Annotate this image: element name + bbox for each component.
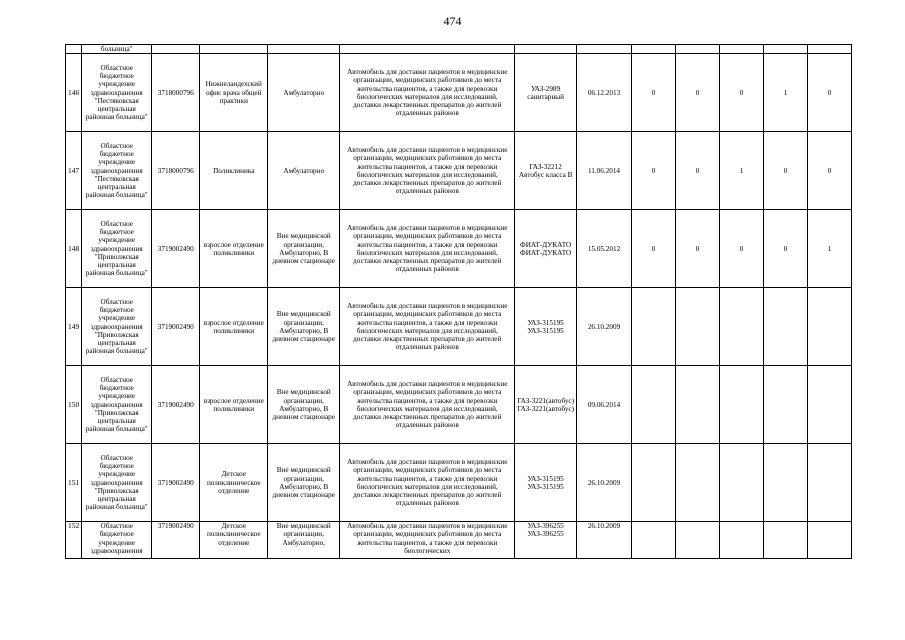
- cell-vehicle: [515, 45, 577, 54]
- cell-purpose: Автомобиль для доставки пациентов в медицинские организации, медицинских работников до места жительства пациентов, а также для перевозки биологических материалов для исследований, доставки лекарственных препаратов до жителей отдаленных районов: [340, 366, 515, 444]
- cell-purpose: Автомобиль для доставки пациентов в медицинские организации, медицинских работников до места жительства пациентов, а также для перевозки биологических: [340, 522, 515, 559]
- cell-unit: взрослое отделение поликлиники: [200, 210, 268, 288]
- cell-count: [720, 288, 764, 366]
- cell-code: 3718000796: [152, 54, 200, 132]
- cell-conditions: [268, 45, 340, 54]
- cell-num: 148: [66, 210, 82, 288]
- cell-code: 3719002490: [152, 210, 200, 288]
- cell-conditions: Вне медицинской организации, Амбулаторно, В дневном стационаре: [268, 444, 340, 522]
- cell-unit: взрослое отделение поликлиники: [200, 366, 268, 444]
- table-row: [66, 366, 852, 444]
- cell-vehicle: УАЗ-396255 УАЗ-396255: [515, 522, 577, 559]
- cell-unit: взрослое отделение поликлиники: [200, 288, 268, 366]
- cell-unit: Нижнеландехский офис врача общей практики: [200, 54, 268, 132]
- cell-count: [676, 45, 720, 54]
- cell-count: [676, 444, 720, 522]
- cell-purpose: Автомобиль для доставки пациентов в медицинские организации, медицинских работников до места жительства пациентов, а также для перевозки биологических материалов для исследований, доставки лекарственных препаратов до жителей отдаленных районов: [340, 132, 515, 210]
- cell-unit: Детское поликлиническое отделение: [200, 522, 268, 559]
- cell-conditions: Вне медицинской организации, Амбулаторно, В дневном стационаре: [268, 210, 340, 288]
- cell-code: 3719002490: [152, 522, 200, 559]
- cell-vehicle: УАЗ-2989 санитарный: [515, 54, 577, 132]
- cell-count: 0: [632, 210, 676, 288]
- cell-count: [764, 45, 808, 54]
- cell-purpose: Автомобиль для доставки пациентов в медицинские организации, медицинских работников до места жительства пациентов, а также для перевозки биологических материалов для исследований, доставки лекарственных препаратов до жителей отдаленных районов: [340, 210, 515, 288]
- cell-conditions: Вне медицинской организации, Амбулаторно,: [268, 522, 340, 559]
- cell-count: [764, 522, 808, 559]
- cell-count: [676, 522, 720, 559]
- cell-count: [632, 288, 676, 366]
- vehicles-table: [65, 44, 852, 559]
- cell-date: 06.12.2013: [577, 54, 632, 132]
- cell-date: [577, 45, 632, 54]
- cell-conditions: Амбулаторно: [268, 132, 340, 210]
- cell-num: 152: [66, 522, 82, 559]
- cell-date: 11.06.2014: [577, 132, 632, 210]
- cell-unit: [200, 45, 268, 54]
- cell-organization: Областное бюджетное учреждение здравоохранения "Приволжская центральная районная больница": [82, 366, 152, 444]
- cell-date: 15.05.2012: [577, 210, 632, 288]
- cell-count: [720, 366, 764, 444]
- cell-organization: Областное бюджетное учреждение здравоохранения "Приволжская центральная районная больница": [82, 288, 152, 366]
- cell-count: [632, 444, 676, 522]
- cell-count: [808, 522, 852, 559]
- cell-organization: Областное бюджетное учреждение здравоохранения "Приволжская центральная районная больница": [82, 444, 152, 522]
- cell-count: 0: [676, 132, 720, 210]
- cell-date: 09.06.2014: [577, 366, 632, 444]
- cell-count: [632, 522, 676, 559]
- table-row: [66, 54, 852, 132]
- cell-code: 3718000796: [152, 132, 200, 210]
- table-row: [66, 444, 852, 522]
- cell-count: 1: [720, 132, 764, 210]
- cell-count: [676, 288, 720, 366]
- cell-count: [808, 366, 852, 444]
- cell-count: 0: [676, 54, 720, 132]
- cell-count: [808, 444, 852, 522]
- cell-vehicle: УАЗ-315195 УАЗ-315195: [515, 444, 577, 522]
- cell-organization: Областное бюджетное учреждение здравоохранения "Пестяковская центральная районная больница": [82, 54, 152, 132]
- cell-count: [720, 444, 764, 522]
- cell-count: [808, 288, 852, 366]
- cell-unit: Детское поликлиническое отделение: [200, 444, 268, 522]
- cell-conditions: Амбулаторно: [268, 54, 340, 132]
- cell-count: 0: [632, 132, 676, 210]
- cell-count: [764, 366, 808, 444]
- cell-count: [720, 522, 764, 559]
- cell-num: [66, 45, 82, 54]
- cell-conditions: Вне медицинской организации, Амбулаторно, В дневном стационаре: [268, 366, 340, 444]
- cell-purpose: Автомобиль для доставки пациентов в медицинские организации, медицинских работников до места жительства пациентов, а также для перевозки биологических материалов для исследований, доставки лекарственных препаратов до жителей отдаленных районов: [340, 288, 515, 366]
- cell-count: 0: [720, 210, 764, 288]
- cell-organization: больница": [82, 45, 152, 54]
- cell-conditions: Вне медицинской организации, Амбулаторно, В дневном стационаре: [268, 288, 340, 366]
- cell-unit: Поликлиника: [200, 132, 268, 210]
- cell-code: 3719002490: [152, 444, 200, 522]
- page-number: 474: [443, 14, 462, 28]
- cell-num: 151: [66, 444, 82, 522]
- cell-date: 26.10.2009: [577, 444, 632, 522]
- cell-count: 1: [764, 54, 808, 132]
- cell-num: 150: [66, 366, 82, 444]
- cell-count: 0: [764, 132, 808, 210]
- cell-count: 0: [720, 54, 764, 132]
- cell-code: [152, 45, 200, 54]
- cell-count: [764, 288, 808, 366]
- cell-count: [632, 45, 676, 54]
- cell-organization: Областное бюджетное учреждение здравоохранения "Пестяковская центральная районная больница": [82, 132, 152, 210]
- cell-num: 146: [66, 54, 82, 132]
- cell-organization: Областное бюджетное учреждение здравоохранения: [82, 522, 152, 559]
- cell-date: 26.10.2009: [577, 288, 632, 366]
- cell-count: 0: [676, 210, 720, 288]
- cell-count: 0: [764, 210, 808, 288]
- cell-count: 0: [808, 132, 852, 210]
- cell-count: [676, 366, 720, 444]
- cell-purpose: Автомобиль для доставки пациентов в медицинские организации, медицинских работников до места жительства пациентов, а также для перевозки биологических материалов для исследований, доставки лекарственных препаратов до жителей отдаленных районов: [340, 444, 515, 522]
- cell-vehicle: УАЗ-315195 УАЗ-315195: [515, 288, 577, 366]
- table-row: [66, 132, 852, 210]
- cell-num: 147: [66, 132, 82, 210]
- cell-code: 3719002490: [152, 288, 200, 366]
- cell-date: 26.10.2009: [577, 522, 632, 559]
- table-row-partial: [66, 45, 852, 54]
- cell-organization: Областное бюджетное учреждение здравоохранения "Приволжская центральная районная больница": [82, 210, 152, 288]
- cell-count: [808, 45, 852, 54]
- cell-num: 149: [66, 288, 82, 366]
- cell-code: 3719002490: [152, 366, 200, 444]
- table-row: [66, 210, 852, 288]
- cell-count: 1: [808, 210, 852, 288]
- cell-vehicle: ГАЗ-32212 Автобус класса В: [515, 132, 577, 210]
- table-row: [66, 288, 852, 366]
- cell-count: [720, 45, 764, 54]
- cell-vehicle: ФИАТ-ДУКАТО ФИАТ-ДУКАТО: [515, 210, 577, 288]
- table-row: [66, 522, 852, 559]
- cell-count: [632, 366, 676, 444]
- cell-count: [764, 444, 808, 522]
- cell-purpose: Автомобиль для доставки пациентов в медицинские организации, медицинских работников до места жительства пациентов, а также для перевозки биологических материалов для исследований, доставки лекарственных препаратов до жителей отдаленных районов: [340, 54, 515, 132]
- cell-count: 0: [632, 54, 676, 132]
- cell-purpose: [340, 45, 515, 54]
- cell-vehicle: ГАЗ-3221(автобус) ГАЗ-3221(автобус): [515, 366, 577, 444]
- cell-count: 0: [808, 54, 852, 132]
